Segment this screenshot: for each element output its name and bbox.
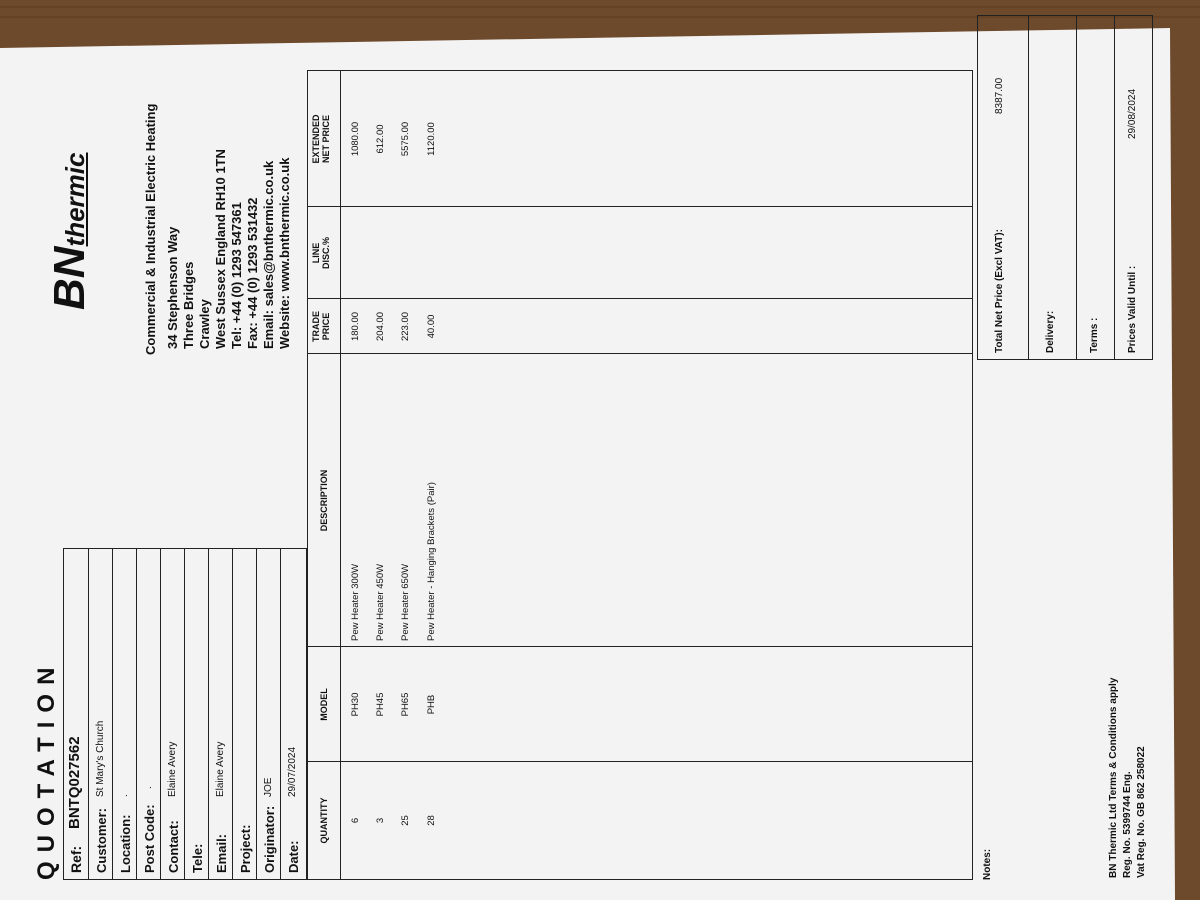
totals-box <box>977 15 1153 360</box>
header-row-postcode: Post Code: . <box>136 549 161 879</box>
items-table: QUANTITY MODEL DESCRIPTION TRADE PRICE LINE DISC.% EXTENDED NET PRICE 6 PH30 Pew Heater 300W 180.00 1080.00 3 PH45 Pew Heater 450W 204.00 612.00 25 PH65 Pew Heater 650W 223.00 5575.00 28 PHB Pew Heater - Hanging Brackets (Pair) 40.00 1120.00 <box>307 70 973 880</box>
delivery-row: Delivery: <box>1028 16 1077 359</box>
header-row-date: Date: 29/07/2024 <box>280 549 307 879</box>
document-title: QUOTATION <box>33 658 60 880</box>
header-row-contact: Contact: Elaine Avery <box>160 549 185 879</box>
quote-ref: BNTQ027562 <box>66 736 83 829</box>
header-row-email: Email: Elaine Avery <box>208 549 233 879</box>
header-row-customer: Customer: St Mary's Church <box>88 549 113 879</box>
header-row-location: Location: . <box>112 549 137 879</box>
header-row-project: Project: <box>232 549 257 879</box>
col-header-model: MODEL <box>319 688 329 721</box>
header-row-ref: Ref: BNTQ027562 <box>66 736 84 873</box>
footer-legal: BN Thermic Ltd Terms & Conditions apply Reg. No. 5399744 Eng. Vat Reg. No. GB 862 258022 <box>1108 677 1147 878</box>
header-details-table <box>63 548 307 880</box>
total-net-value: 8387.00 <box>994 77 1005 114</box>
quotation-document <box>15 10 1185 890</box>
header-row-originator: Originator: JOE <box>256 549 281 879</box>
prices-valid-value: 29/08/2024 <box>1127 88 1138 139</box>
company-logo: BNthermic <box>45 152 94 310</box>
col-header-trade-price: TRADE PRICE <box>311 311 331 342</box>
header-row-tele: Tele: <box>184 549 209 879</box>
prices-valid-row: Prices Valid Until : 29/08/2024 <box>1114 16 1153 359</box>
notes-label: Notes: <box>982 848 993 880</box>
total-net-row: Total Net Price (Excl VAT): 8387.00 <box>994 77 1005 353</box>
terms-row: Terms : <box>1076 16 1115 359</box>
company-address: Commercial & Industrial Electric Heating 34 Stephenson Way Three Bridges Crawley West Sussex England RH10 1TN Tel: +44 (0) 1293 547361 Fax: +44 (0) 1293 531432 Email: sales@bnthermic.co.uk Website: www.bnthermic.co.uk <box>143 103 292 355</box>
col-header-description: DESCRIPTION <box>319 469 329 532</box>
col-header-extended: EXTENDED NET PRICE <box>311 114 331 164</box>
col-header-line-disc: LINE DISC.% <box>311 237 331 270</box>
col-header-quantity: QUANTITY <box>319 797 329 844</box>
